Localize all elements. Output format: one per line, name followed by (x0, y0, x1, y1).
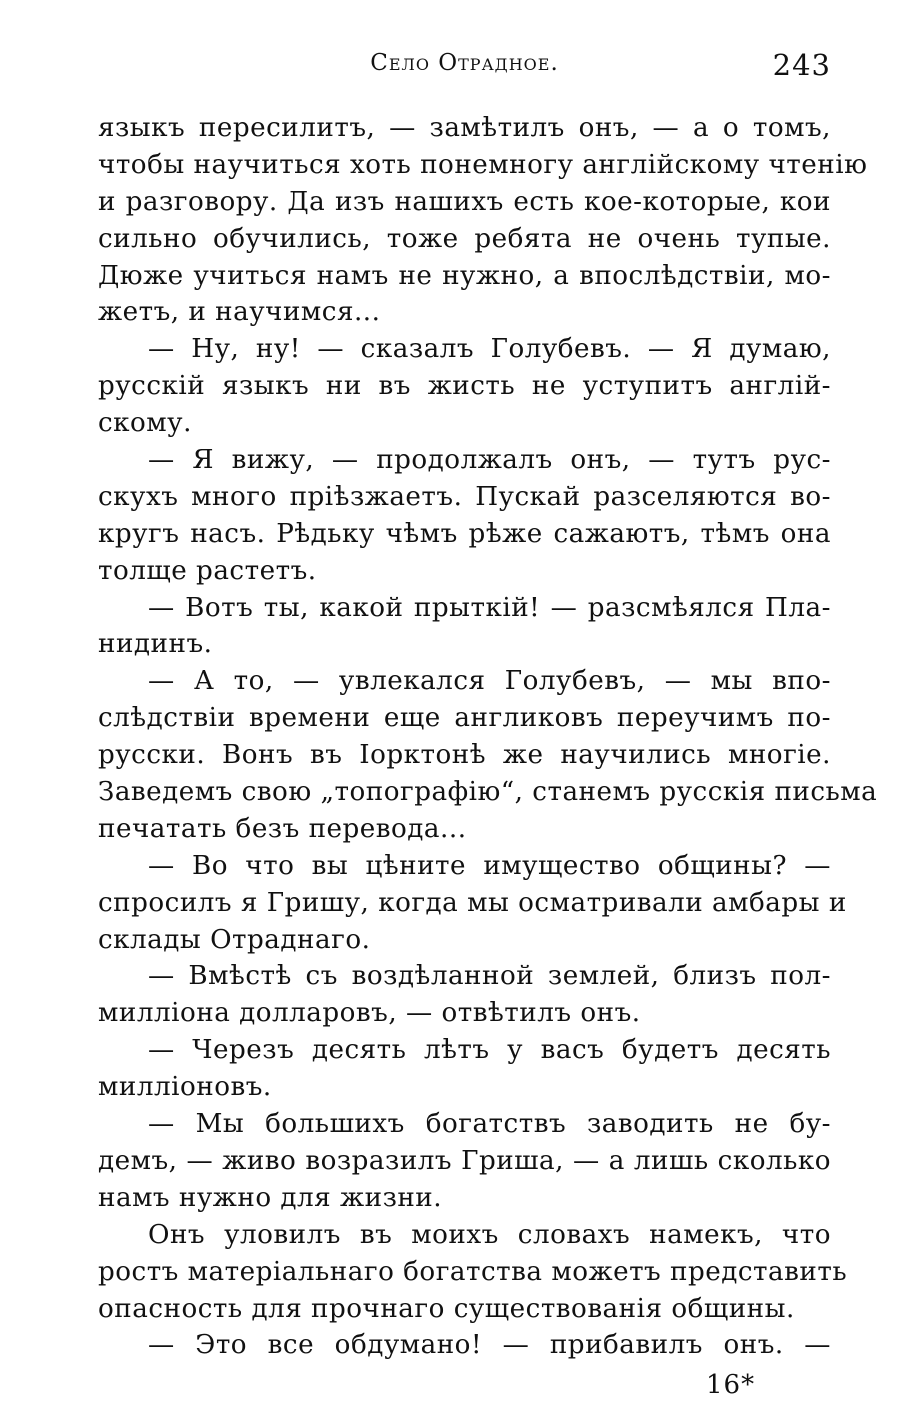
text-line: — А то, — увлекался Голубевъ, — мы впо- (148, 666, 831, 697)
running-header (98, 48, 831, 84)
text-line: жетъ, и научимся... (98, 297, 381, 328)
text-line: — Во что вы цѣните имущество общины? — (148, 850, 831, 881)
text-line: и разговору. Да изъ нашихъ есть кое-которые, кои (98, 186, 831, 217)
text-line: опасность для прочнаго существованія общины. (98, 1293, 795, 1324)
text-line: склады Отраднаго. (98, 924, 371, 955)
page-number: 243 (772, 48, 831, 82)
body-text (98, 110, 878, 1364)
text-line: намъ нужно для жизни. (98, 1182, 443, 1213)
text-line: — Ну, ну! — сказалъ Голубевъ. — Я думаю, (148, 334, 831, 365)
text-line: — Это все обдумано! — прибавилъ онъ. — (148, 1330, 831, 1361)
text-line: Дюже учиться намъ не нужно, а впослѣдствіи, мо- (98, 260, 831, 291)
text-line: сильно обучились, тоже ребята не очень тупые. (98, 223, 831, 254)
text-line: — Вмѣстѣ съ воздѣланной землей, близъ пол- (148, 961, 831, 992)
running-title: Село Отрадное. (370, 50, 559, 76)
text-line: чтобы научиться хоть понемногу англійскому чтенію (98, 149, 868, 180)
text-line: Онъ уловилъ въ моихъ словахъ намекъ, что (148, 1219, 831, 1250)
text-line: Заведемъ свою „топографію“, станемъ русскія письма (98, 777, 878, 808)
text-line: языкъ пересилитъ, — замѣтилъ онъ, — а о томъ, (98, 113, 831, 143)
text-line: скому. (98, 408, 192, 439)
text-line: — Мы большихъ богатствъ заводить не бу- (148, 1109, 831, 1140)
text-line: ростъ матеріальнаго богатства можетъ представить (98, 1256, 848, 1287)
text-line: милліона долларовъ, — отвѣтилъ онъ. (98, 998, 641, 1029)
text-line: — Черезъ десять лѣтъ у васъ будетъ десять (148, 1035, 831, 1066)
signature-mark: 16* (706, 1370, 756, 1400)
text-line: слѣдствіи времени еще англиковъ переучимъ по- (98, 703, 831, 734)
text-line: — Я вижу, — продолжалъ онъ, — тутъ рус- (148, 445, 831, 476)
text-line: русски. Вонъ въ Іорктонѣ же научились многіе. (98, 740, 831, 771)
text-line: скухъ много пріѣзжаетъ. Пускай разселяются во- (98, 481, 831, 512)
text-line: милліоновъ. (98, 1072, 272, 1103)
text-line: печатать безъ перевода... (98, 813, 467, 844)
text-line: кругъ насъ. Рѣдьку чѣмъ рѣже сажаютъ, тѣмъ она (98, 518, 831, 549)
text-line: нидинъ. (98, 629, 213, 660)
text-line: — Вотъ ты, какой прыткій! — разсмѣялся Пла- (148, 592, 831, 623)
text-line: русскій языкъ ни въ жисть не уступитъ англій- (98, 371, 831, 402)
text-line: спросилъ я Гришу, когда мы осматривали амбары и (98, 887, 847, 918)
text-line: толще растетъ. (98, 555, 317, 586)
text-line: демъ, — живо возразилъ Гриша, — а лишь сколько (98, 1145, 831, 1176)
